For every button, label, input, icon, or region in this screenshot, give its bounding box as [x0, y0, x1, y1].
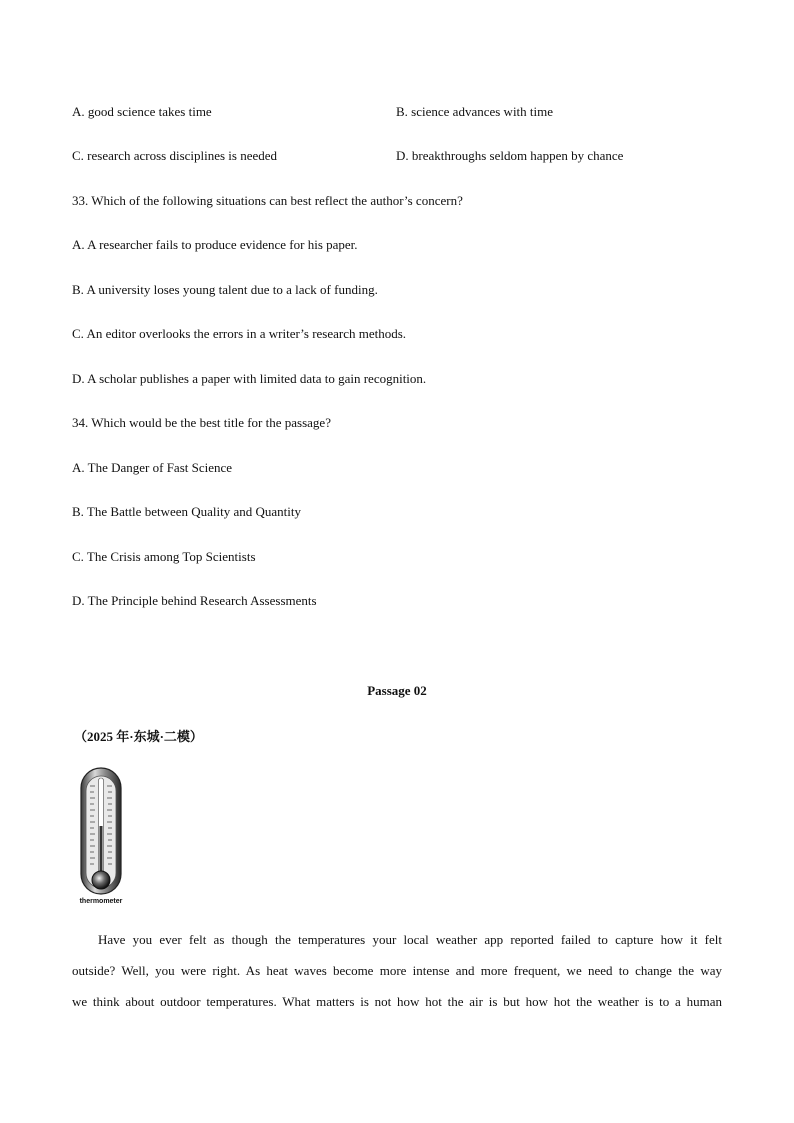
q32-option-b: B. science advances with time: [396, 104, 554, 119]
q32-option-a: A. good science takes time: [72, 104, 212, 119]
q32-option-d: D. breakthroughs seldom happen by chance: [396, 148, 624, 163]
q34-question: 34. Which would be the best title for the passage?: [72, 415, 331, 430]
q33-option-d: D. A scholar publishes a paper with limited data to gain recognition.: [72, 371, 427, 386]
q34-option-c: C. The Crisis among Top Scientists: [72, 549, 256, 564]
q34-option-b: B. The Battle between Quality and Quantity: [72, 504, 302, 519]
q33-option-a: A. A researcher fails to produce evidence for his paper.: [72, 237, 358, 252]
q32-option-c: C. research across disciplines is needed: [72, 148, 278, 163]
q34-option-d: D. The Principle behind Research Assessments: [72, 593, 317, 608]
paragraph-line-1: Have you ever felt as though the temperatures your local weather app reported failed to capture how it felt: [98, 932, 722, 947]
q33-question: 33. Which of the following situations can best reflect the author’s concern?: [72, 193, 463, 208]
paragraph-line-2: outside? Well, you were right. As heat waves become more intense and more frequent, we need to change the way: [72, 963, 722, 978]
paragraph-line-3: we think about outdoor temperatures. What matters is not how hot the air is but how hot the weather is to a human: [72, 994, 722, 1009]
passage-source: （2025 年·东城·二模）: [74, 729, 203, 744]
q34-option-a: A. The Danger of Fast Science: [72, 460, 233, 475]
thermometer-caption: thermometer: [79, 898, 123, 905]
q33-option-c: C. An editor overlooks the errors in a writer’s research methods.: [72, 326, 407, 341]
q33-option-b: B. A university loses young talent due to a lack of funding.: [72, 282, 378, 297]
thermometer-image: [78, 766, 126, 912]
passage-heading: Passage 02: [367, 683, 427, 698]
passage-paragraph: [72, 924, 722, 1017]
